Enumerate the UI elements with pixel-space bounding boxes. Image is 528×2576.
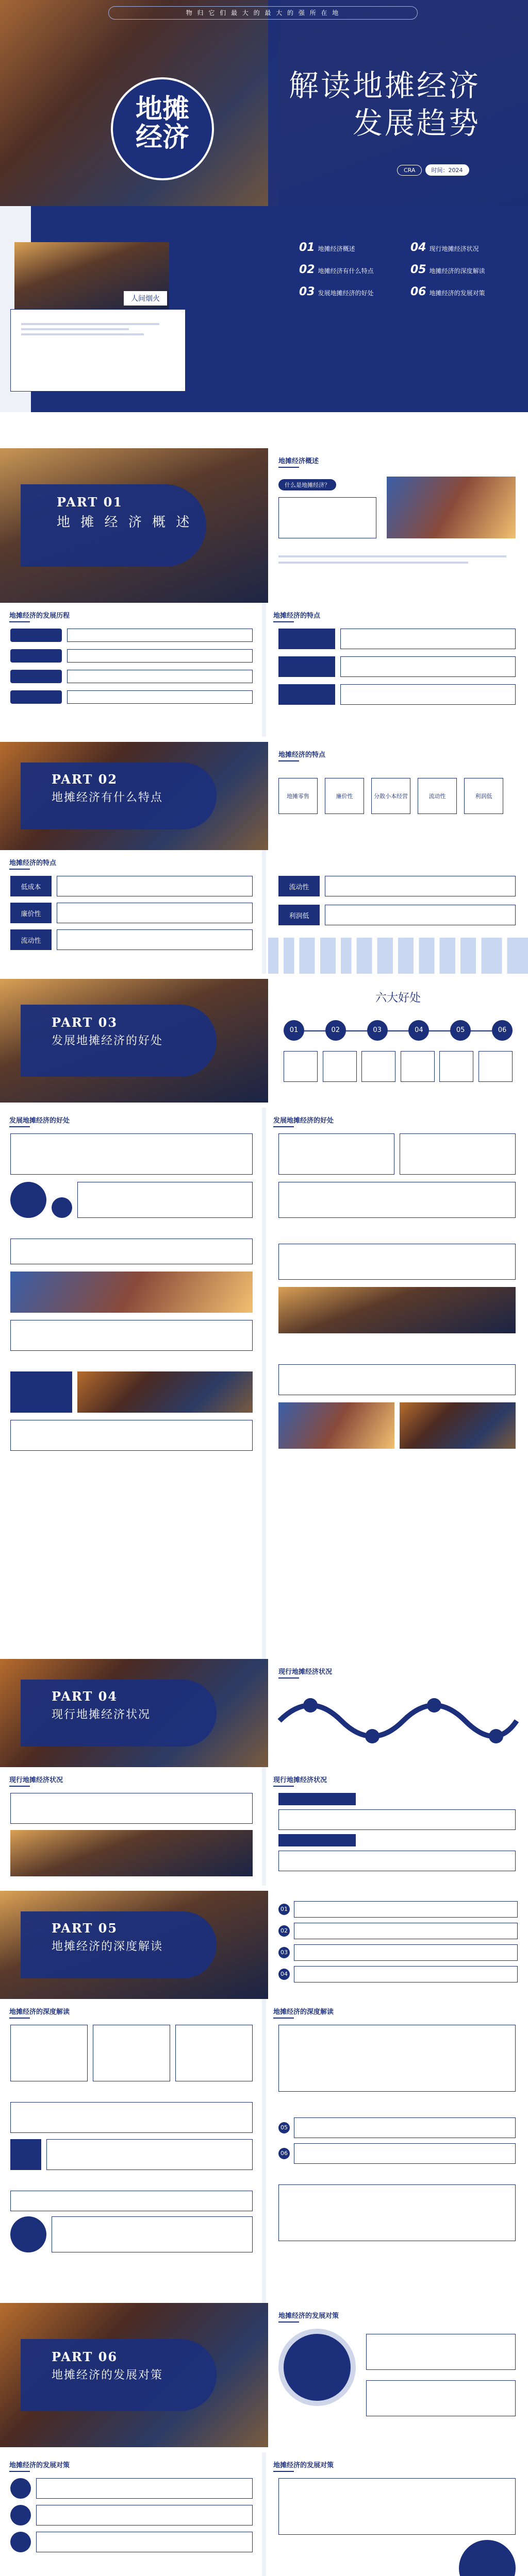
part-03-slide (0, 979, 528, 1103)
features-detail-slide (0, 850, 528, 974)
status-sep (262, 1767, 266, 1886)
part-05-title (52, 1921, 163, 1954)
history-tag-right: 地摊经济的特点 (273, 610, 320, 622)
part-01-title (57, 495, 192, 531)
section-tag: 地摊经济的发展对策 (278, 2310, 339, 2323)
six-benefits-title: 六大好处 (375, 992, 421, 1005)
part-heading: 地 摊 经 济 概 述 (57, 515, 193, 530)
part-02-slide (0, 742, 528, 850)
part-number: PART 02 (52, 772, 118, 787)
toc-item-label: 地摊经济有什么特点 (318, 267, 374, 275)
benefit-node: 06 (492, 1020, 513, 1041)
part-number: PART 04 (52, 1689, 118, 1704)
section-tag: 现行地摊经济状况 (9, 1774, 63, 1787)
part-heading: 发展地摊经济的好处 (52, 1035, 163, 1047)
what-is-pill-wrap (278, 479, 336, 490)
deep-right (278, 2025, 516, 2241)
what-is-pill: 什么是地摊经济？ (278, 479, 336, 490)
logo-text (116, 95, 209, 151)
feature-label: 低成本 (10, 876, 52, 896)
history-timeline (10, 629, 253, 704)
deep-num: 01 (278, 1904, 290, 1915)
section-tag: 地摊经济的深度解读 (9, 2006, 70, 2019)
six-benefits-nodes (284, 1020, 513, 1041)
deep-num: 03 (278, 1947, 290, 1958)
feature-label: 利润低 (278, 905, 320, 925)
toc-item[interactable] (410, 285, 516, 298)
section-tag: 地摊经济的特点 (278, 749, 325, 761)
policy-left (10, 2478, 253, 2576)
part-01-slide (0, 448, 528, 603)
benefit-node: 01 (284, 1020, 304, 1041)
part-02-title (52, 772, 163, 805)
toc-item-label: 地摊经济的发展对策 (429, 290, 485, 297)
toc-list (299, 241, 516, 298)
features-panel (268, 742, 528, 850)
part-01-right (268, 448, 528, 603)
benefit-node: 05 (450, 1020, 471, 1041)
policy-right (278, 2478, 516, 2576)
toc-item-num: 04 (410, 241, 426, 254)
logo-line-1: 地摊 (135, 94, 189, 125)
toc-item-label: 地摊经济概述 (318, 245, 355, 252)
features-right (278, 876, 516, 925)
policy-text-1 (366, 2334, 516, 2370)
toc-caption-card (10, 309, 186, 392)
part-04-slide (0, 1659, 528, 1767)
features-row (278, 778, 503, 814)
deep-num: 02 (278, 1925, 290, 1937)
section-tag: 发展地摊经济的好处 (9, 1115, 70, 1127)
toc-item-label: 发展地摊经济的好处 (318, 290, 374, 297)
deep-panel (268, 1891, 528, 1999)
cover-title (289, 67, 481, 142)
features-sep (262, 850, 266, 974)
policy-panel (268, 2303, 528, 2447)
history-tag: 地摊经济的发展历程 (9, 610, 70, 622)
section-tag-right: 现行地摊经济状况 (273, 1774, 327, 1787)
section-tag: 地摊经济概述 (278, 455, 319, 468)
part-heading: 地摊经济的发展对策 (52, 2369, 163, 2382)
benefit-node: 02 (325, 1020, 346, 1041)
part-number: PART 06 (52, 2349, 118, 2364)
toc-item[interactable] (299, 285, 404, 298)
deep-num: 05 (278, 2122, 290, 2133)
part-heading: 地摊经济的深度解读 (52, 1940, 163, 1953)
toc-caption-lines (11, 310, 185, 349)
toc-item[interactable] (299, 263, 404, 276)
history-sep (262, 603, 266, 737)
policy-detail-slides (0, 2452, 528, 2576)
status-left (10, 1793, 253, 1876)
toc-item-num: 03 (299, 285, 315, 298)
deep-num: 06 (278, 2148, 290, 2159)
policy-text-2 (366, 2380, 516, 2416)
section-tag: 现行地摊经济状况 (278, 1666, 332, 1679)
section-tag-right: 地摊经济的发展对策 (273, 2460, 334, 2472)
part-06-title (52, 2349, 163, 2382)
part-heading: 现行地摊经济状况 (52, 1708, 151, 1721)
logo-line-2: 经济 (135, 122, 189, 153)
toc-slide (0, 206, 528, 412)
part-number: PART 03 (52, 1015, 118, 1030)
status-detail-slide (0, 1767, 528, 1886)
benefit-node: 04 (408, 1020, 429, 1041)
cover-slide (0, 0, 528, 206)
status-wave-panel (268, 1659, 528, 1767)
feature-card: 地摊零售 (278, 778, 318, 814)
cover-pill-date: 时间：2024 (425, 164, 470, 176)
cover-title-line-2: 发展趋势 (353, 105, 481, 141)
feature-card: 流动性 (418, 778, 457, 814)
cover-tagline: 物 归 它 们 最 大 的 最 大 的 强 所 在 地 (108, 6, 418, 20)
cover-title-line-1: 解读地摊经济 (289, 68, 481, 103)
benefits-left (10, 1133, 253, 1451)
deep-left (10, 2025, 253, 2252)
policy-clock (278, 2329, 356, 2406)
deep-detail-slides (0, 1999, 528, 2303)
toc-item-label: 地摊经济的深度解读 (429, 267, 485, 275)
cover-pill-author: CRA (397, 165, 422, 176)
section-tag: 地摊经济的发展对策 (9, 2460, 70, 2472)
benefit-node: 03 (367, 1020, 388, 1041)
feature-card: 利润低 (464, 778, 503, 814)
section-tag-right: 地摊经济的深度解读 (273, 2006, 334, 2019)
six-benefit-captions (284, 1051, 513, 1082)
part-04-title (52, 1689, 151, 1722)
toc-item-num: 06 (410, 285, 426, 298)
part-05-slide (0, 1891, 528, 1999)
what-is-photo (387, 477, 516, 538)
feature-card: 廉价性 (325, 778, 364, 814)
policy-sep (262, 2452, 266, 2576)
part-06-slide (0, 2303, 528, 2447)
what-is-text (278, 497, 376, 538)
section-tag-right: 发展地摊经济的好处 (273, 1115, 334, 1127)
history-slide (0, 603, 528, 737)
benefits-right (278, 1133, 516, 1449)
toc-photo-caption: 人间烟火 (124, 291, 167, 306)
status-right (278, 1793, 516, 1871)
feature-label: 流动性 (278, 876, 320, 896)
feature-card: 分散小本经营 (371, 778, 410, 814)
toc-item-num: 01 (299, 241, 315, 254)
toc-item-label: 现行地摊经济状况 (429, 245, 479, 252)
six-benefits-panel (268, 979, 528, 1103)
skyline (268, 938, 528, 974)
benefits-sep (262, 1108, 266, 1659)
deep-sep (262, 1999, 266, 2303)
deep-list (278, 1901, 518, 1982)
feature-label: 流动性 (10, 929, 52, 950)
benefits-slides (0, 1108, 528, 1659)
part-03-title (52, 1015, 163, 1048)
deep-num: 04 (278, 1969, 290, 1980)
toc-item[interactable] (410, 263, 516, 276)
status-wave (274, 1690, 522, 1752)
what-is-lines (278, 551, 516, 568)
cover-meta (397, 164, 470, 176)
toc-item-num: 02 (299, 263, 315, 276)
part-number: PART 01 (57, 495, 123, 510)
toc-item[interactable] (410, 241, 516, 254)
part-number: PART 05 (52, 1921, 118, 1936)
features-left (10, 876, 253, 950)
history-right-blocks (278, 629, 516, 705)
feature-label: 廉价性 (10, 903, 52, 923)
section-tag: 地摊经济的特点 (9, 857, 56, 870)
toc-item[interactable] (299, 241, 404, 254)
part-heading: 地摊经济有什么特点 (52, 791, 163, 804)
toc-item-num: 05 (410, 263, 426, 276)
